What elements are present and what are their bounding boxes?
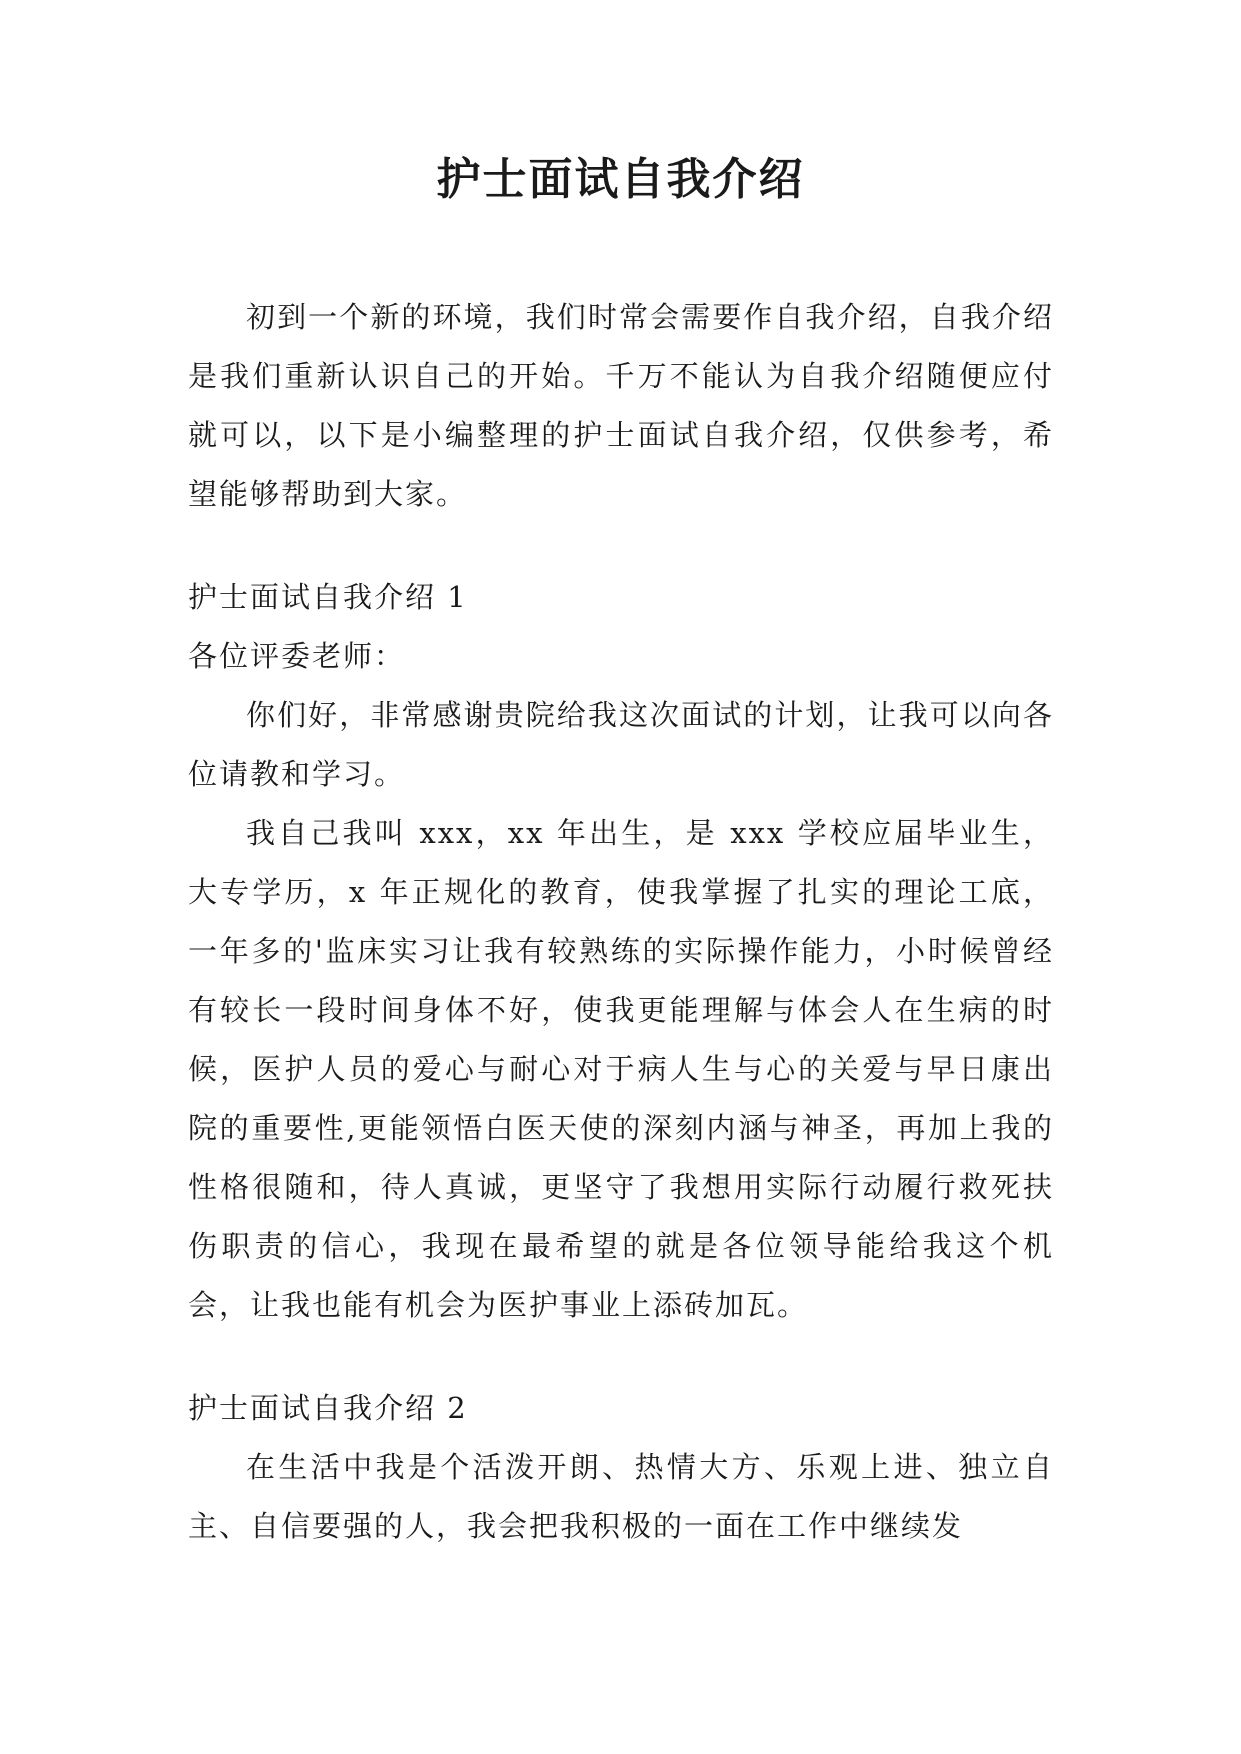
body-paragraph: 我自己我叫 xxx，xx 年出生，是 xxx 学校应届毕业生，大专学历，x 年正规化的教育，使我掌握了扎实的理论工底，一年多的'监床实习让我有较熟练的实际操作能力，小时候曾经有较长一段时间身体不好，使我更能理解与体会人在生病的时候，医护人员的爱心与耐心对于病人生与心的关爱与早日康出院的重要性,更能领悟白医天使的深刻内涵与神圣，再加上我的性格很随和，待人真诚，更坚守了我想用实际行动履行救死扶伤职责的信心，我现在最希望的就是各位领导能给我这个机会，让我也能有机会为医护事业上添砖加瓦。	[188, 816, 1054, 1322]
document-title: 护士面试自我介绍	[436, 154, 805, 205]
section-heading: 护士面试自我介绍 1	[188, 580, 468, 614]
section-heading: 护士面试自我介绍 2	[188, 1391, 468, 1425]
body-paragraph: 你们好，非常感谢贵院给我这次面试的计划，让我可以向各位请教和学习。	[188, 698, 1054, 791]
document-body	[188, 288, 1054, 1556]
section-1	[188, 568, 1054, 1335]
section-2	[188, 1379, 1054, 1556]
intro-paragraph: 初到一个新的环境，我们时常会需要作自我介绍，自我介绍是我们重新认识自己的开始。千万不能认为自我介绍随便应付就可以，以下是小编整理的护士面试自我介绍，仅供参考，希望能够帮助到大家。	[188, 300, 1054, 511]
salutation: 各位评委老师：	[188, 639, 406, 673]
body-paragraph: 在生活中我是个活泼开朗、热情大方、乐观上进、独立自主、自信要强的人，我会把我积极的一面在工作中继续发	[188, 1450, 1054, 1543]
